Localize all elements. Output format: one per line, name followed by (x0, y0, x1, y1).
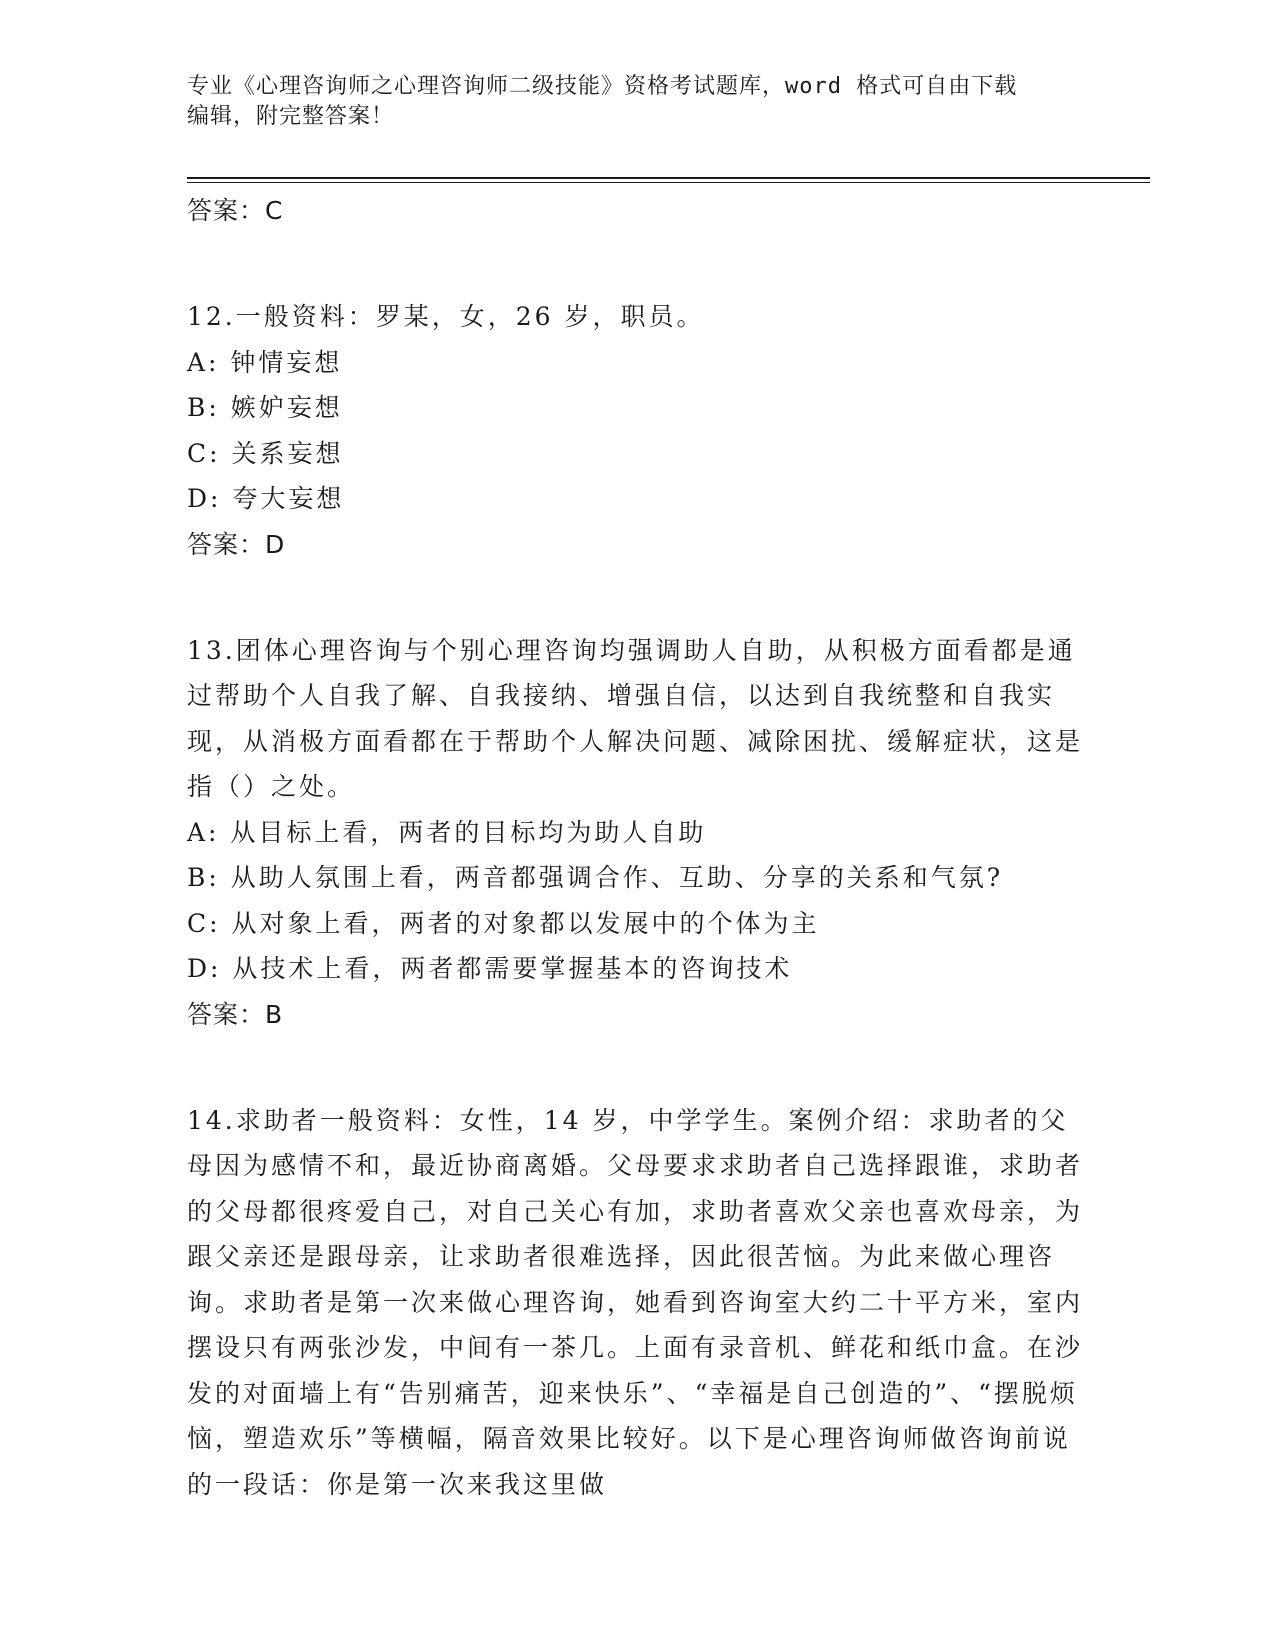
header-line-1: 专业《心理咨询师之心理咨询师二级技能》资格考试题库，word 格式可自由下载 (187, 74, 1018, 99)
answer-line: 答案：C (187, 196, 284, 225)
question-12 (187, 294, 1087, 522)
option-b: B: 嫉妒妄想 (187, 393, 343, 422)
option-c: C: 从对象上看，两者的对象都以发展中的个体为主 (187, 908, 820, 938)
answer-line: 答案：D (187, 529, 286, 559)
option-d: D: 从技术上看，两者都需要掌握基本的咨询技术 (187, 954, 793, 983)
answer-line: 答案：B (187, 999, 284, 1029)
option-a: A: 从目标上看，两者的目标均为助人自助 (187, 817, 707, 847)
header-line-2: 编辑，附完整答案！ (187, 104, 395, 129)
question-14 (187, 1098, 1087, 1508)
option-a: A: 钟情妄想 (187, 347, 343, 377)
option-c: C: 关系妄想 (187, 438, 344, 468)
option-d: D: 夸大妄想 (187, 484, 345, 513)
question-stem: 12.一般资料：罗某，女，26 岁，职员。 (187, 302, 705, 331)
page-header (187, 72, 1087, 132)
question-stem: 14.求助者一般资料：女性，14 岁，中学学生。案例介绍：求助者的父母因为感情不和，最近协商离婚。父母要求求助者自己选择跟谁，求助者的父母都很疼爱自己，对自己关心有加，求助者喜欢父亲也喜欢母亲，为跟父亲还是跟母亲，让求助者很难选择，因此很苦恼。为此来做心理咨询。求助者是第一次来做心理咨询，她看到咨询室大约二十平方米，室内摆设只有两张沙发，中间有一茶几。上面有录音机、鲜花和纸巾盒。在沙发的对面墙上有“告别痛苦，迎来快乐”、“幸福是自己创造的”、“摆脱烦恼，塑造欢乐”等横幅，隔音效果比较好。以下是心理咨询师做咨询前说的一段话：你是第一次来我这里做 (187, 1105, 1084, 1499)
question-list (187, 188, 1087, 1507)
option-b: B: 从助人氛围上看，两音都强调合作、互助、分享的关系和气氛? (187, 863, 1004, 892)
question-stem: 13.团体心理咨询与个别心理咨询均强调助人自助，从积极方面看都是通过帮助个人自我了解、自我接纳、增强自信，以达到自我统整和自我实现，从消极方面看都在于帮助个人解决问题、减除困扰、缓解症状，这是指（）之处。 (187, 635, 1084, 801)
header-divider-thick (187, 177, 1150, 179)
header-divider-thin (187, 182, 1150, 183)
question-13 (187, 628, 1087, 992)
